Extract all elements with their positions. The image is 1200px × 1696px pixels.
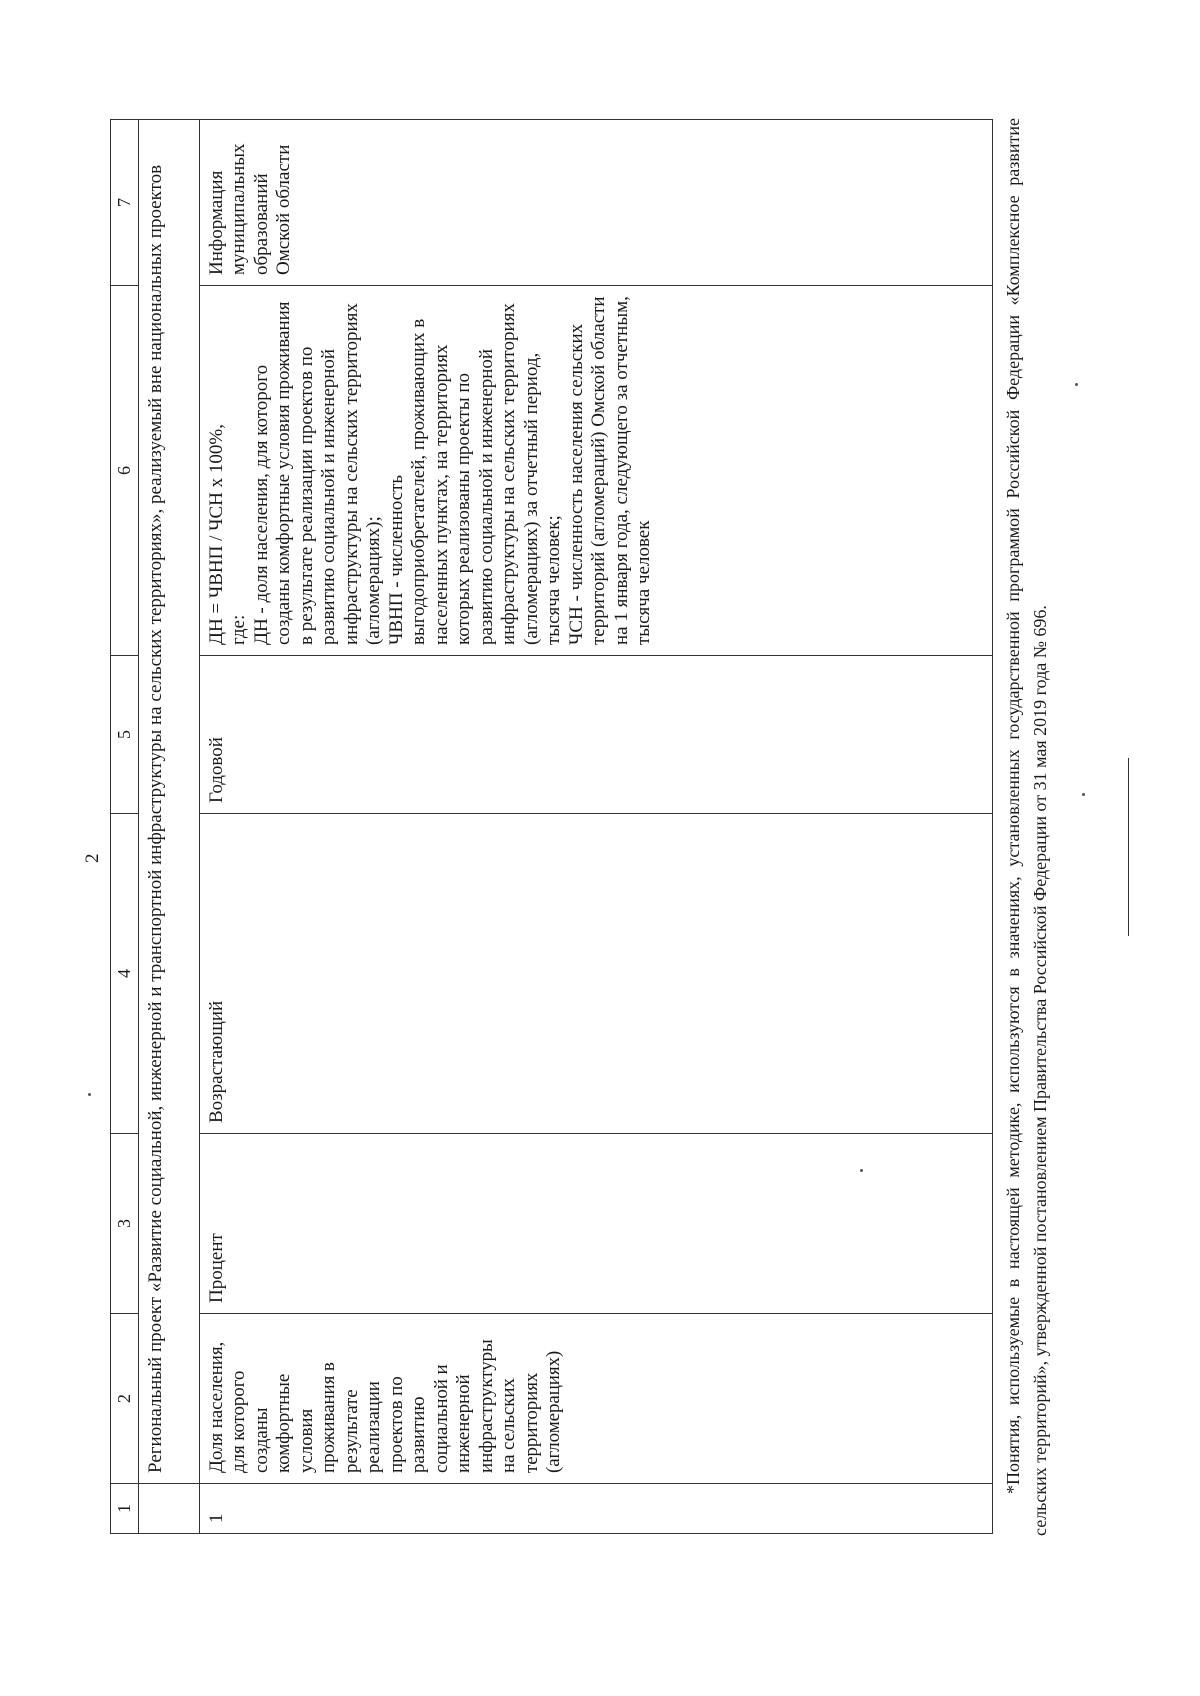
scan-speck xyxy=(1075,383,1078,386)
scan-speck xyxy=(1082,793,1085,796)
formula-chsn-definition: ЧСН - численность населения сельских территорий (агломераций) Омской области на 1 января года, следующего за отчетным, тысяча человек xyxy=(565,296,654,645)
table-row xyxy=(199,120,992,1534)
formula-chvnp-definition: ЧВНП - численность выгодоприобретателей, проживающих в населенных пунктах, на территориях которых реализованы проекты по развитию социальной и инженерной инфраструктуры на сельских территориях (агломерациях) за отчетный период, тысяча человек; xyxy=(385,303,564,645)
methodology-table xyxy=(110,119,993,1534)
footnote: *Понятия, используемые в настоящей методике, используются в значениях, установленных государственной программой Российской Федерации «Комплексное развитие сельских территорий», утвержденной постановлением Правительства Российской Федерации от 31 мая 2019 года № 696. xyxy=(1003,118,1050,1536)
formula-where: где: xyxy=(228,614,249,645)
scan-speck xyxy=(88,1093,91,1096)
formula: ДН = ЧВНП / ЧСН x 100%, xyxy=(205,424,227,645)
page-number: 2 xyxy=(82,853,103,863)
column-number-4: 4 xyxy=(111,814,139,1134)
column-number-row xyxy=(111,120,139,1534)
row-number: 1 xyxy=(199,1484,992,1534)
column-number-2: 2 xyxy=(111,1314,139,1484)
section-row xyxy=(138,120,199,1534)
column-number-1: 1 xyxy=(111,1484,139,1534)
closing-rule xyxy=(1128,758,1129,936)
indicator-name: Доля населения, для которого созданы комфортные условия проживания в результате реализации проектов по развитию социальной и инженерной инфраструктуры на сельских территориях (агломерациях) xyxy=(199,1314,992,1484)
periodicity: Годовой xyxy=(199,656,992,814)
data-source: Информация муниципальных образований Омской области xyxy=(199,120,992,286)
calculation-method xyxy=(199,286,992,656)
formula-dn-definition: ДН - доля населения, для которого созданы комфортные условия проживания в результате реализации проектов по развитию социальной и инженерной инфраструктуры на сельских территориях (агломерациях); xyxy=(250,301,384,645)
column-number-3: 3 xyxy=(111,1134,139,1314)
column-number-5: 5 xyxy=(111,656,139,814)
column-number-7: 7 xyxy=(111,120,139,286)
scan-speck xyxy=(860,1169,863,1172)
section-title: Региональный проект «Развитие социальной, инженерной и транспортной инфраструктуры на сельских территориях», реализуемый вне национальных проектов xyxy=(138,120,199,1484)
column-number-6: 6 xyxy=(111,286,139,656)
unit-of-measure: Процент xyxy=(199,1134,992,1314)
indicator-dynamics: Возрастающий xyxy=(199,814,992,1134)
